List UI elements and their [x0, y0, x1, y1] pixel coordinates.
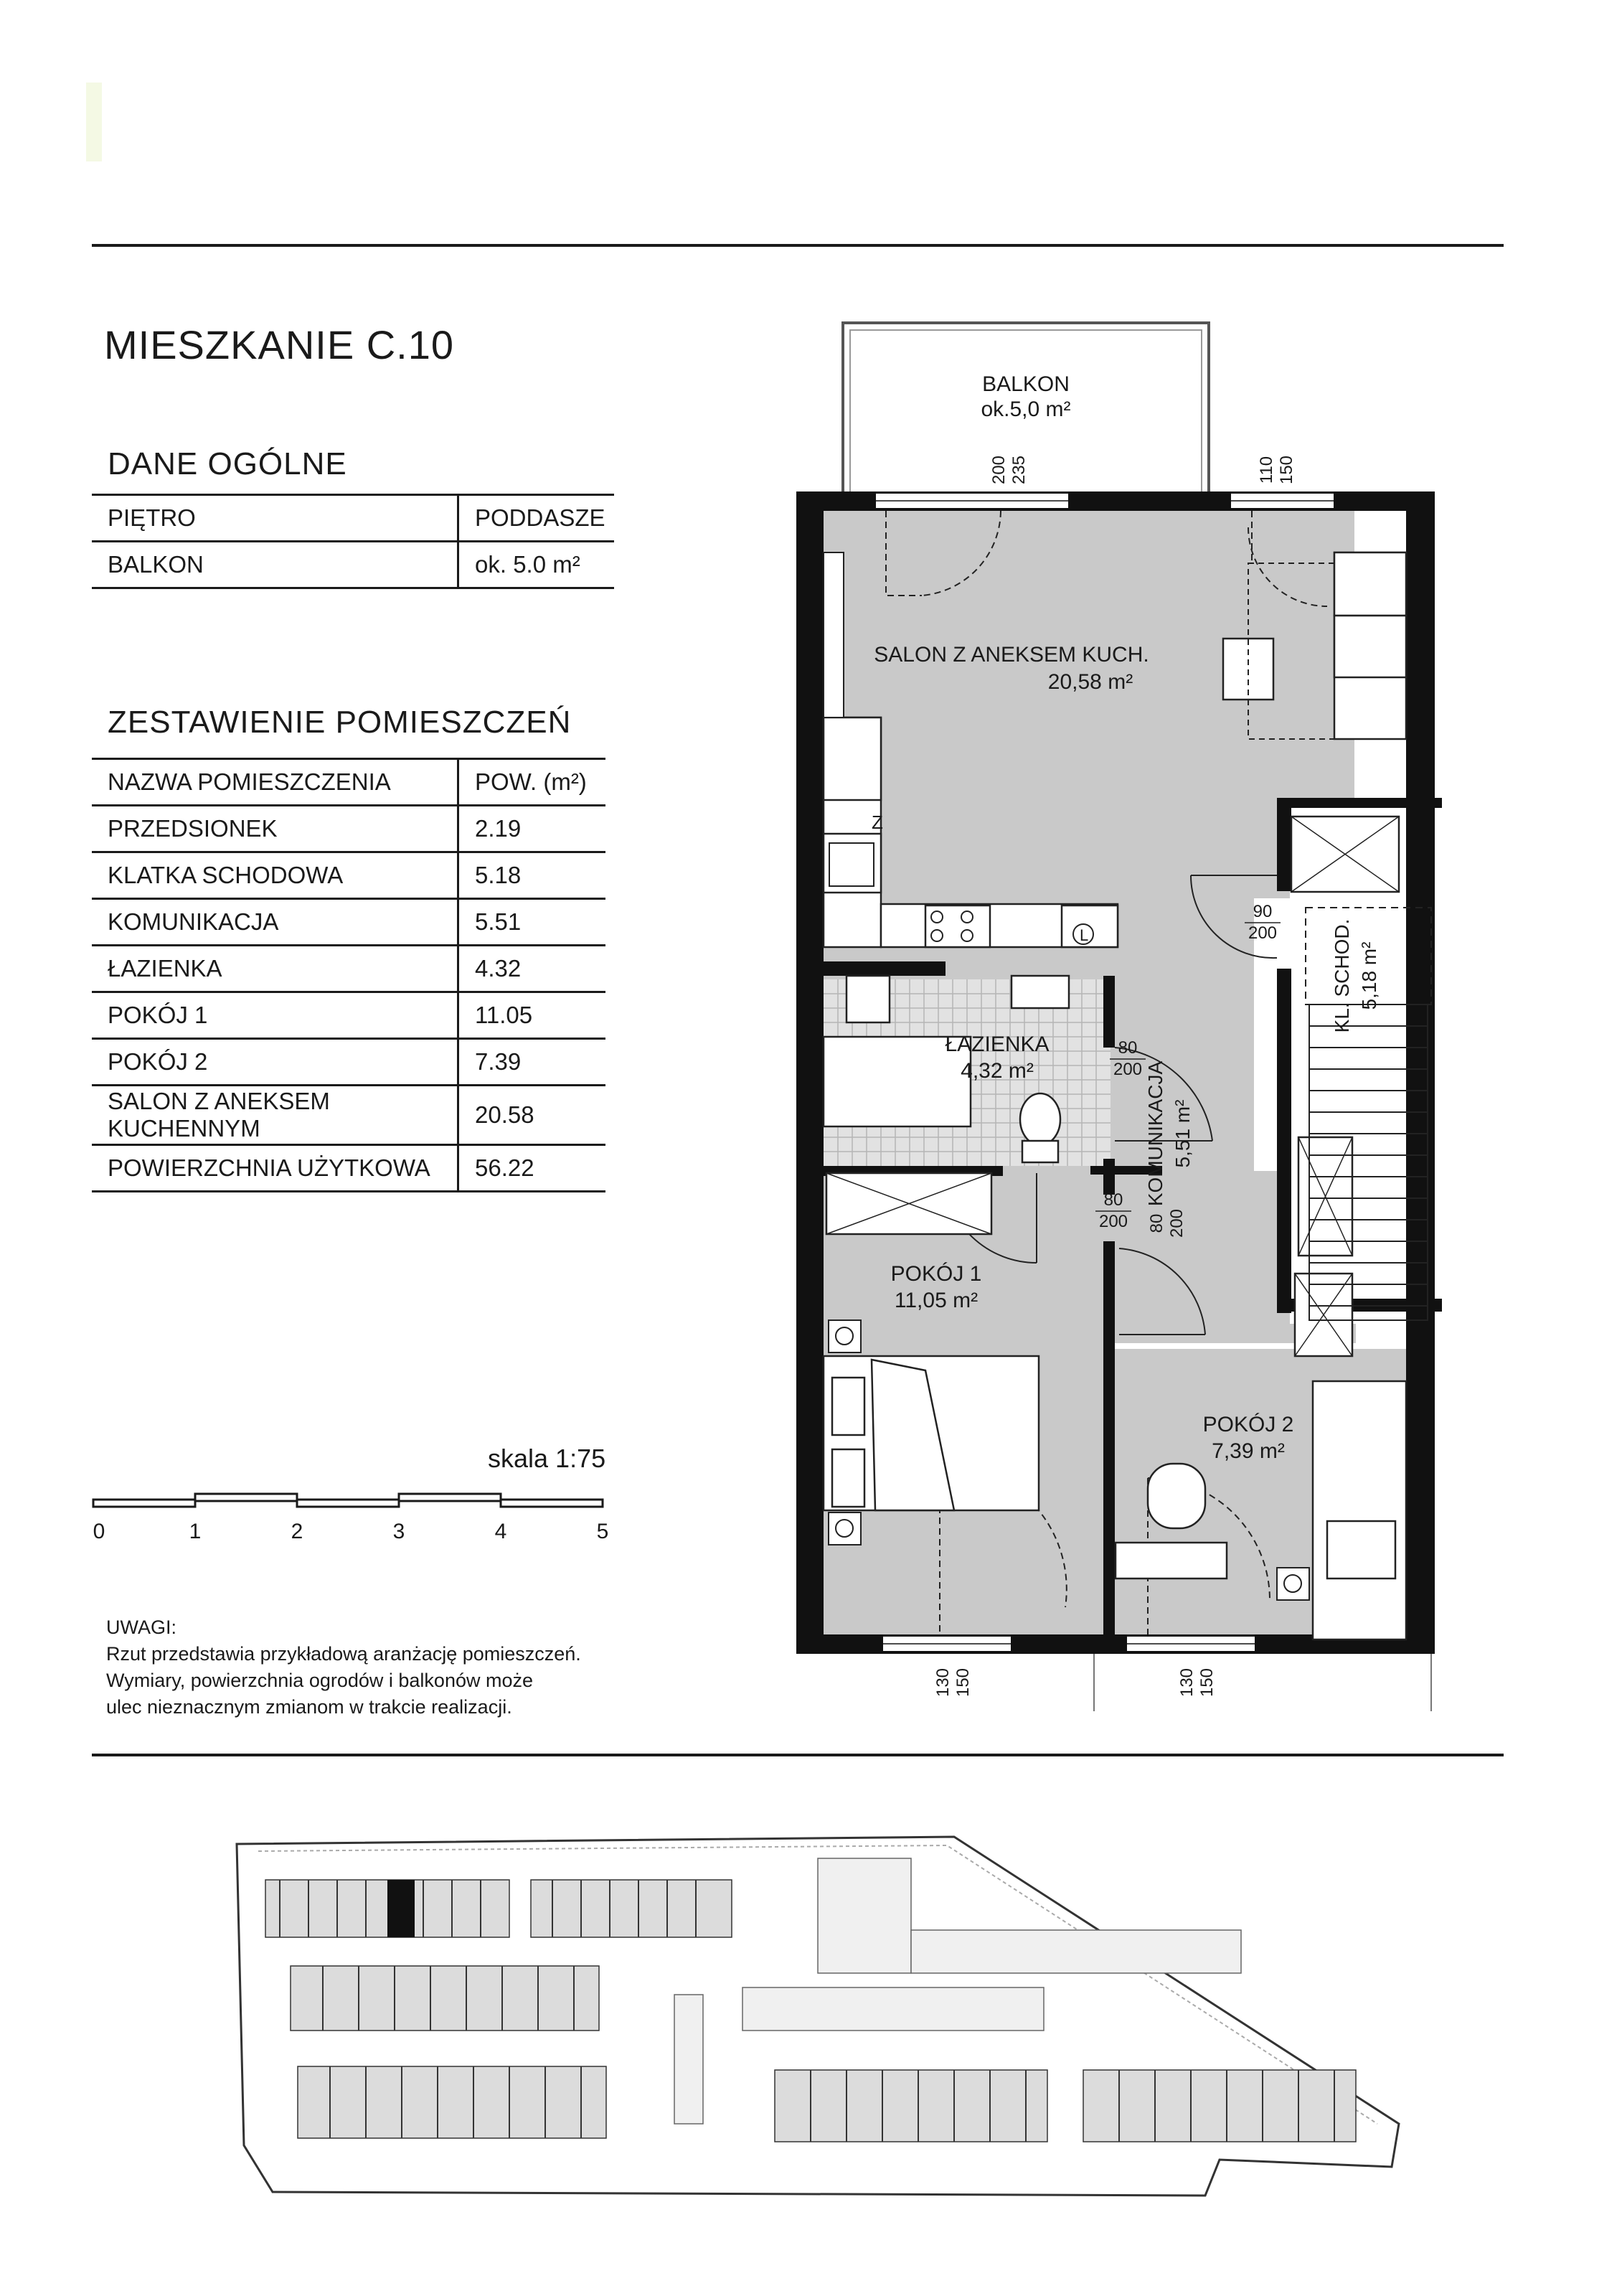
room-area: 5.18	[458, 852, 606, 899]
dim-label: 150	[953, 1667, 973, 1698]
general-heading: DANE OGÓLNE	[108, 446, 347, 481]
dim-label: 130	[1177, 1667, 1197, 1698]
notes	[106, 1614, 581, 1721]
salon-area: 20,58 m²	[1047, 670, 1133, 694]
dim-label: 200	[1248, 923, 1278, 943]
room-name: PRZEDSIONEK	[92, 806, 458, 852]
dim-label: 80	[1118, 1038, 1138, 1058]
logo-mark	[86, 83, 102, 161]
dim-label: 200	[1167, 1208, 1187, 1238]
scale-bar	[86, 1485, 617, 1543]
table-row	[92, 992, 605, 1039]
dim-label: 80	[1103, 1190, 1123, 1210]
table-header-row	[92, 759, 605, 806]
salon-floor	[824, 511, 1354, 898]
general-table	[92, 494, 614, 589]
room-name: KOMUNIKACJA	[92, 899, 458, 946]
table-row	[92, 542, 614, 588]
balcony-area: ok.5,0 m²	[981, 397, 1071, 421]
dim-label: 90	[1253, 902, 1273, 921]
table-row	[92, 946, 605, 992]
salon-label: SALON Z ANEKSEM KUCH.	[874, 643, 1149, 667]
corridor-area: 5,51 m²	[1171, 1099, 1194, 1168]
room-area: 4.32	[458, 946, 606, 992]
highlighted-unit	[387, 1880, 415, 1937]
general-label: PIĘTRO	[92, 495, 458, 542]
dim-label: 110	[1257, 456, 1276, 484]
bed	[824, 1356, 1039, 1510]
scale-tick: 0	[93, 1520, 105, 1543]
stairs-label: KL. SCHOD.	[1331, 918, 1353, 1033]
table-row	[92, 1039, 605, 1086]
room-area: 7.39	[458, 1039, 606, 1086]
room-area: 20.58	[458, 1086, 606, 1145]
notes-line: Wymiary, powierzchnia ogrodów i balkonów może	[106, 1670, 534, 1691]
dim-label: 235	[1009, 455, 1029, 485]
page-title: MIESZKANIE C.10	[104, 322, 455, 367]
notes-line: ulec nieznacznym zmianom w trakcie realizacji.	[106, 1696, 512, 1718]
room2-label: POKÓJ 2	[1202, 1413, 1294, 1436]
balcony-label: BALKON	[982, 372, 1070, 396]
dim-label: 200	[1113, 1060, 1143, 1079]
scale-tick: 2	[291, 1520, 303, 1543]
general-value: PODDASZE	[458, 495, 614, 542]
bottom-rule	[92, 1754, 1504, 1756]
dim-label: 150	[1197, 1667, 1217, 1698]
room-name: KLATKA SCHODOWA	[92, 852, 458, 899]
stairs-area: 5,18 m²	[1358, 941, 1380, 1010]
corridor-label: KOMUNIKACJA	[1144, 1060, 1166, 1207]
column-header-name: NAZWA POMIESZCZENIA	[92, 759, 458, 806]
table-row	[92, 899, 605, 946]
room-name: ŁAZIENKA	[92, 946, 458, 992]
scale-tick: 1	[189, 1520, 202, 1543]
room-name: POKÓJ 2	[92, 1039, 458, 1086]
table-row	[92, 806, 605, 852]
fridge-mark: Z	[872, 811, 883, 833]
room2-area: 7,39 m²	[1212, 1439, 1285, 1463]
table-row	[92, 495, 614, 542]
bath-label: ŁAZIENKA	[945, 1032, 1050, 1056]
notes-heading: UWAGI:	[106, 1617, 176, 1638]
table-row	[92, 1145, 605, 1192]
rooms-heading: ZESTAWIENIE POMIESZCZEŃ	[108, 705, 572, 740]
dim-label: 80	[1147, 1213, 1166, 1233]
room-area: 2.19	[458, 806, 606, 852]
bath-area: 4,32 m²	[961, 1059, 1034, 1083]
top-rule	[92, 244, 1504, 247]
general-label: BALKON	[92, 542, 458, 588]
dim-label: 200	[1098, 1212, 1128, 1231]
table-row	[92, 1086, 605, 1145]
dim-label: 130	[933, 1667, 953, 1698]
scale-label: skala 1:75	[488, 1444, 606, 1473]
room1-label: POKÓJ 1	[890, 1262, 982, 1286]
scale-tick: 5	[596, 1520, 609, 1543]
dim-label: 200	[989, 455, 1009, 485]
dishwasher-mark: L	[1080, 926, 1089, 944]
notes-line: Rzut przedstawia przykładową aranżację pomieszczeń.	[106, 1643, 581, 1665]
scale-tick: 3	[392, 1520, 405, 1543]
site-plan	[215, 1822, 1420, 2203]
sofa	[1334, 552, 1406, 739]
general-value: ok. 5.0 m²	[458, 542, 614, 588]
room-name: SALON Z ANEKSEM KUCHENNYM	[92, 1086, 458, 1145]
room-name: POWIERZCHNIA UŻYTKOWA	[92, 1145, 458, 1192]
dim-label: 150	[1277, 455, 1296, 485]
table-row	[92, 852, 605, 899]
column-header-area: POW. (m²)	[458, 759, 606, 806]
rooms-table	[92, 758, 605, 1192]
room-area: 11.05	[458, 992, 606, 1039]
room1-area: 11,05 m²	[894, 1289, 979, 1312]
scale-tick: 4	[494, 1520, 507, 1543]
room-area: 56.22	[458, 1145, 606, 1192]
room-area: 5.51	[458, 899, 606, 946]
floor-plan	[775, 316, 1456, 1722]
room-name: POKÓJ 1	[92, 992, 458, 1039]
